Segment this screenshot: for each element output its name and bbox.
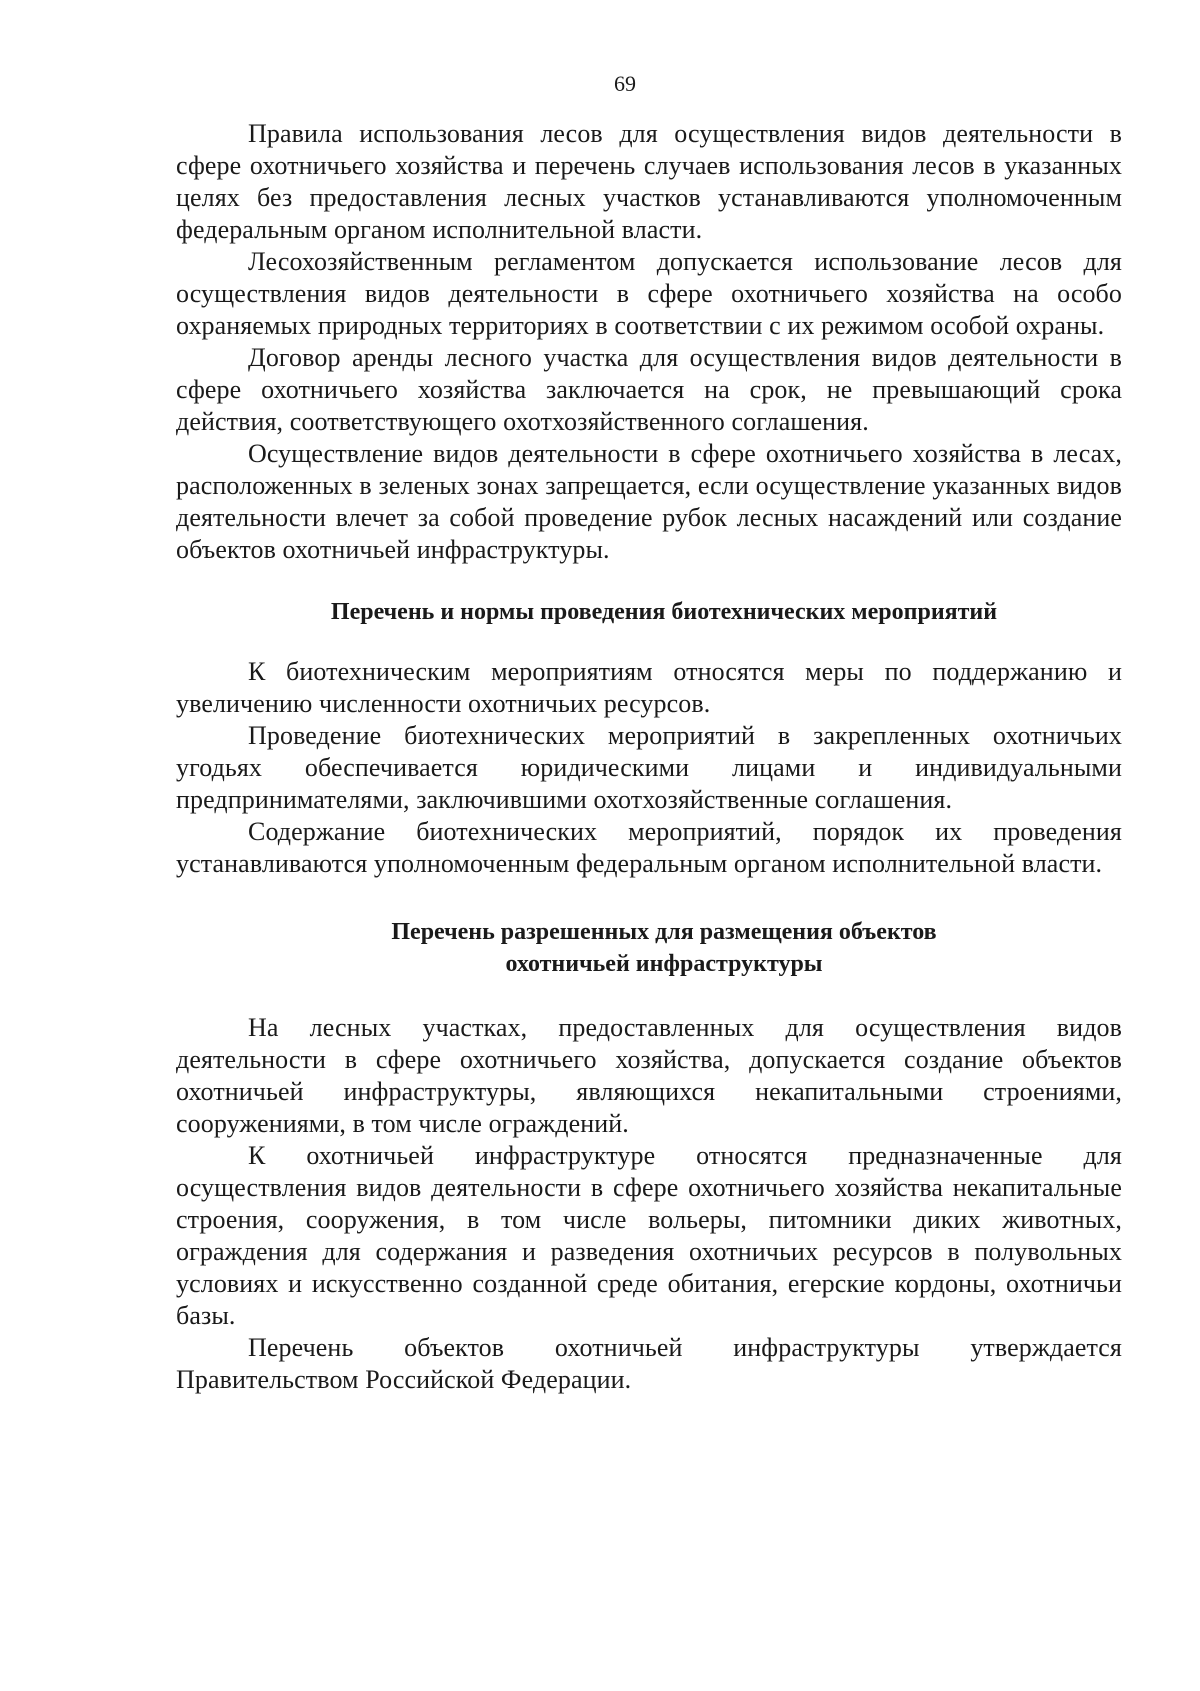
paragraph: Правила использования лесов для осуществления видов деятельности в сфере охотничьего хозяйства и перечень случаев использования лесов в указанных целях без предоставления лесных участков устанавливаются уполномоченным федеральным органом исполнительной власти. [176,119,1122,244]
paragraph: Содержание биотехнических мероприятий, порядок их проведения устанавливаются уполномоченным федеральным органом исполнительной власти. [176,817,1122,878]
paragraph: К охотничьей инфраструктуре относятся предназначенные для осуществления видов деятельности в сфере охотничьего хозяйства некапитальные строения, сооружения, в том числе вольеры, питомники диких животных, ограждения для содержания и разведения охотничьих ресурсов в полувольных условиях и искусственно созданной среде обитания, егерские кордоны, охотничьи базы. [176,1141,1122,1330]
paragraph: Осуществление видов деятельности в сфере охотничьего хозяйства в лесах, расположенных в зеленых зонах запрещается, если осуществление указанных видов деятельности влечет за собой проведение рубок лесных насаждений или создание объектов охотничьей инфраструктуры. [176,439,1122,564]
paragraph: Проведение биотехнических мероприятий в закрепленных охотничьих угодьях обеспечивается юридическими лицами и индивидуальными предпринимателями, заключившими охотхозяйственные соглашения. [176,721,1122,814]
page-number: 69 [614,71,636,96]
section-heading-line: охотничьей инфраструктуры [505,951,823,977]
paragraph: Договор аренды лесного участка для осуществления видов деятельности в сфере охотничьего хозяйства заключается на срок, не превышающий срока действия, соответствующего охотхозяйственного соглашения. [176,343,1122,436]
document-body [176,118,1122,1396]
paragraph: Перечень объектов охотничьей инфраструктуры утверждается Правительством Российской Федерации. [176,1333,1122,1394]
section-heading-infrastructure [176,916,1122,980]
section-heading-biotech: Перечень и нормы проведения биотехнических мероприятий [330,599,998,625]
paragraph: Лесохозяйственным регламентом допускается использование лесов для осуществления видов деятельности в сфере охотничьего хозяйства на особо охраняемых природных территориях в соответствии с их режимом особой охраны. [176,247,1122,340]
paragraph: На лесных участках, предоставленных для осуществления видов деятельности в сфере охотничьего хозяйства, допускается создание объектов охотничьей инфраструктуры, являющихся некапитальными строениями, сооружениями, в том числе ограждений. [176,1013,1122,1138]
paragraph: К биотехническим мероприятиям относятся меры по поддержанию и увеличению численности охотничьих ресурсов. [176,657,1122,718]
section-heading-line: Перечень разрешенных для размещения объектов [391,919,937,945]
